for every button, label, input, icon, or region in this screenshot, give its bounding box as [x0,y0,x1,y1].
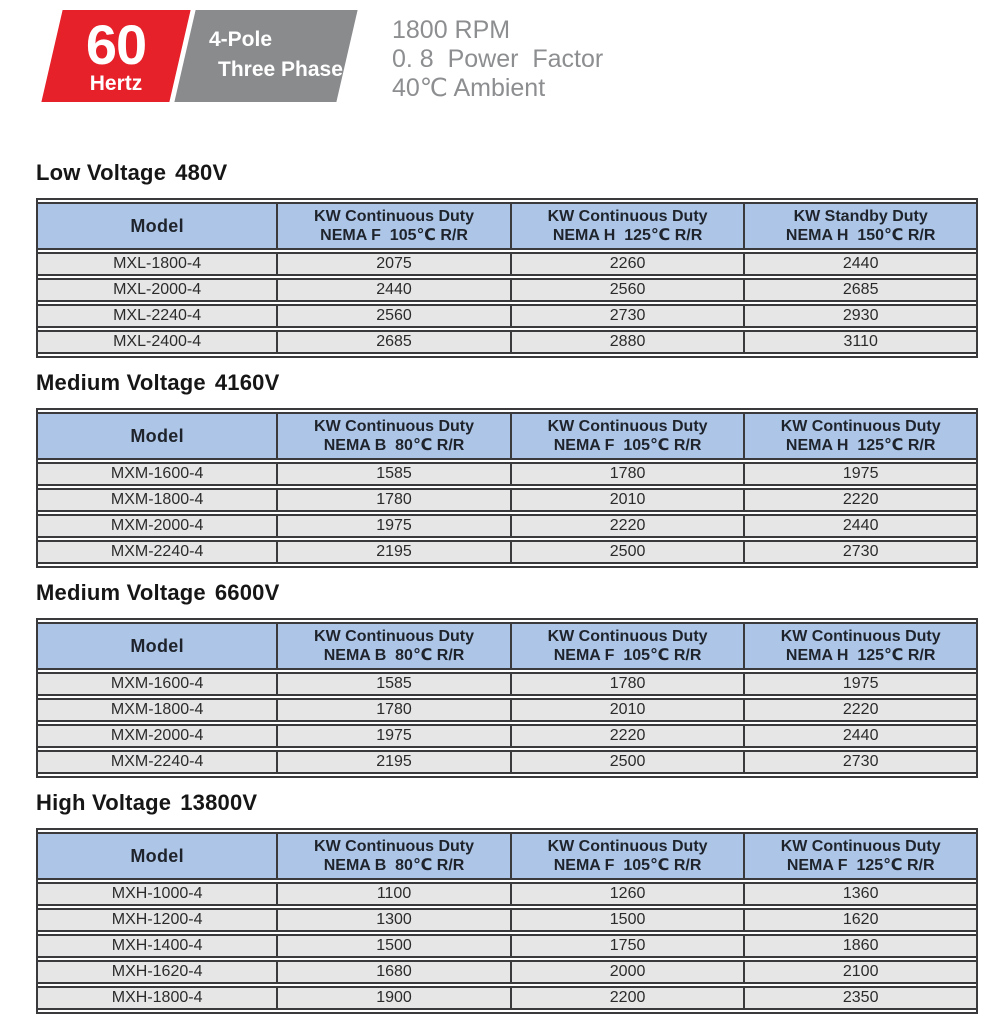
model-column-header [38,622,276,670]
section-title-text: Low Voltage [36,160,167,185]
header-label-line1: KW Continuous Duty [547,208,708,225]
kw-value-cell: 2220 [510,514,744,538]
kw-value-cell: 2000 [510,960,744,984]
section-voltage: 4160V [214,370,280,395]
table-header-row [38,622,976,670]
kw-value-cell: 2075 [276,252,510,276]
header-label-line1: KW Continuous Duty [314,628,474,645]
kw-column-header [510,202,744,250]
pole-phase-badge-content [185,10,347,102]
table-row [38,698,976,722]
kw-value-cell: 2440 [743,514,976,538]
kw-value-cell: 2730 [510,304,744,328]
header-label-line1: KW Continuous Duty [780,838,941,855]
section-title [36,160,978,185]
model-cell: MXM-1800-4 [38,698,276,722]
kw-column-header [743,412,976,460]
kw-value-cell: 2440 [743,252,976,276]
model-column-header [38,832,276,880]
kw-value-cell: 1585 [276,672,510,696]
kw-value-cell: 2010 [510,488,744,512]
table-row [38,882,976,906]
banner [52,10,347,102]
frequency-badge-content [52,10,180,102]
header-label-line2: NEMA F 105℃ R/R [553,647,702,664]
header-label-line2: NEMA F 105℃ R/R [553,437,702,454]
kw-value-cell: 2730 [743,540,976,564]
table-row [38,488,976,512]
model-cell: MXH-1800-4 [38,986,276,1010]
section-title [36,370,978,395]
kw-value-cell: 2560 [510,278,744,302]
table-row [38,986,976,1010]
spec-table [36,198,978,358]
kw-value-cell: 2350 [743,986,976,1010]
phase-label: Three Phase [218,58,343,81]
kw-value-cell: 1975 [276,724,510,748]
header-label-line1: KW Continuous Duty [547,418,708,435]
header-label-line2: NEMA B 80℃ R/R [323,647,465,664]
model-cell: MXM-1600-4 [38,672,276,696]
kw-value-cell: 2220 [743,698,976,722]
kw-value-cell: 1100 [276,882,510,906]
voltage-section [36,370,978,568]
kw-value-cell: 1680 [276,960,510,984]
kw-value-cell: 2010 [510,698,744,722]
kw-column-header [276,832,510,880]
table-header-row [38,202,976,250]
table-row [38,540,976,564]
header-label-line1: KW Standby Duty [793,208,928,225]
table-row [38,278,976,302]
header-label-line2: NEMA H 125℃ R/R [785,647,936,664]
spec-table [36,828,978,1014]
model-cell: MXM-2000-4 [38,724,276,748]
kw-value-cell: 2500 [510,750,744,774]
kw-value-cell: 2880 [510,330,744,354]
kw-value-cell: 1780 [276,488,510,512]
kw-value-cell: 1360 [743,882,976,906]
kw-value-cell: 1900 [276,986,510,1010]
table-header-row [38,832,976,880]
model-cell: MXH-1000-4 [38,882,276,906]
header-label-line1: KW Continuous Duty [547,628,708,645]
kw-value-cell: 2930 [743,304,976,328]
model-cell: MXM-2240-4 [38,540,276,564]
pole-label: 4-Pole [209,28,273,51]
kw-value-cell: 1975 [743,672,976,696]
kw-column-header [510,832,744,880]
model-cell: MXH-1620-4 [38,960,276,984]
model-cell: MXH-1400-4 [38,934,276,958]
spec-ambient: 40℃ Ambient [392,74,546,102]
table-row [38,750,976,774]
kw-value-cell: 2220 [743,488,976,512]
kw-value-cell: 2195 [276,540,510,564]
header-label-line2: NEMA B 80℃ R/R [323,857,465,874]
section-title-text: High Voltage [36,790,172,815]
header-label-line2: NEMA H 150℃ R/R [785,227,936,244]
kw-value-cell: 2500 [510,540,744,564]
kw-value-cell: 2195 [276,750,510,774]
header-label-line1: KW Continuous Duty [314,838,474,855]
table-row [38,514,976,538]
kw-value-cell: 2260 [510,252,744,276]
section-voltage: 480V [175,160,228,185]
kw-value-cell: 2730 [743,750,976,774]
model-cell: MXL-2400-4 [38,330,276,354]
kw-value-cell: 2560 [276,304,510,328]
model-cell: MXL-2240-4 [38,304,276,328]
spec-table [36,408,978,568]
header-label: Model [130,215,184,236]
kw-column-header [510,622,744,670]
kw-column-header [743,202,976,250]
kw-value-cell: 1780 [276,698,510,722]
model-cell: MXM-1800-4 [38,488,276,512]
kw-value-cell: 2100 [743,960,976,984]
header-label-line2: NEMA H 125℃ R/R [785,437,936,454]
frequency-badge [41,10,190,102]
model-cell: MXM-1600-4 [38,462,276,486]
table-row [38,724,976,748]
table-header-row [38,412,976,460]
kw-value-cell: 1300 [276,908,510,932]
model-cell: MXM-2240-4 [38,750,276,774]
model-column-header [38,412,276,460]
table-row [38,672,976,696]
table-row [38,960,976,984]
header-label-line1: KW Continuous Duty [314,208,474,225]
header-label-line2: NEMA F 105℃ R/R [553,857,702,874]
kw-value-cell: 1585 [276,462,510,486]
kw-value-cell: 2440 [276,278,510,302]
section-title [36,790,978,815]
kw-value-cell: 1500 [276,934,510,958]
section-voltage: 6600V [214,580,280,605]
header-label-line1: KW Continuous Duty [780,418,941,435]
kw-value-cell: 1620 [743,908,976,932]
model-column-header [38,202,276,250]
model-cell: MXM-2000-4 [38,514,276,538]
section-title-text: Medium Voltage [36,370,206,395]
header-label-line2: NEMA B 80℃ R/R [323,437,465,454]
frequency-unit: Hertz [89,71,143,95]
kw-column-header [276,412,510,460]
model-cell: MXL-2000-4 [38,278,276,302]
section-voltage: 13800V [180,790,258,815]
header-label: Model [130,635,184,656]
header-label-line1: KW Continuous Duty [314,418,474,435]
kw-column-header [276,622,510,670]
kw-value-cell: 1860 [743,934,976,958]
table-row [38,934,976,958]
kw-value-cell: 2200 [510,986,744,1010]
kw-column-header [510,412,744,460]
kw-value-cell: 2685 [743,278,976,302]
model-cell: MXH-1200-4 [38,908,276,932]
sections-container [36,160,978,1014]
kw-value-cell: 2440 [743,724,976,748]
header-label-line2: NEMA H 125℃ R/R [552,227,703,244]
header-label-line2: NEMA F 105℃ R/R [320,227,468,244]
kw-value-cell: 1780 [510,672,744,696]
pole-phase-badge [174,10,357,102]
model-cell: MXL-1800-4 [38,252,276,276]
kw-value-cell: 2685 [276,330,510,354]
spec-power-factor: 0. 8 Power Factor [392,45,604,73]
table-row [38,330,976,354]
kw-value-cell: 1500 [510,908,744,932]
table-row [38,252,976,276]
kw-value-cell: 1750 [510,934,744,958]
kw-column-header [743,622,976,670]
section-title [36,580,978,605]
kw-column-header [276,202,510,250]
voltage-section [36,160,978,358]
kw-column-header [743,832,976,880]
kw-value-cell: 1260 [510,882,744,906]
voltage-section [36,790,978,1014]
spec-rpm: 1800 RPM [392,16,511,44]
kw-value-cell: 1780 [510,462,744,486]
frequency-value: 60 [85,12,147,76]
table-row [38,908,976,932]
header-label: Model [130,845,184,866]
kw-value-cell: 1975 [276,514,510,538]
section-title-text: Medium Voltage [36,580,206,605]
header-label-line1: KW Continuous Duty [780,628,941,645]
kw-value-cell: 2220 [510,724,744,748]
header-label: Model [130,425,184,446]
spec-table [36,618,978,778]
header-label-line2: NEMA F 125℃ R/R [786,857,935,874]
voltage-section [36,580,978,778]
header-label-line1: KW Continuous Duty [547,838,708,855]
spec-list [392,16,603,103]
kw-value-cell: 1975 [743,462,976,486]
kw-value-cell: 3110 [743,330,976,354]
table-row [38,304,976,328]
table-row [38,462,976,486]
